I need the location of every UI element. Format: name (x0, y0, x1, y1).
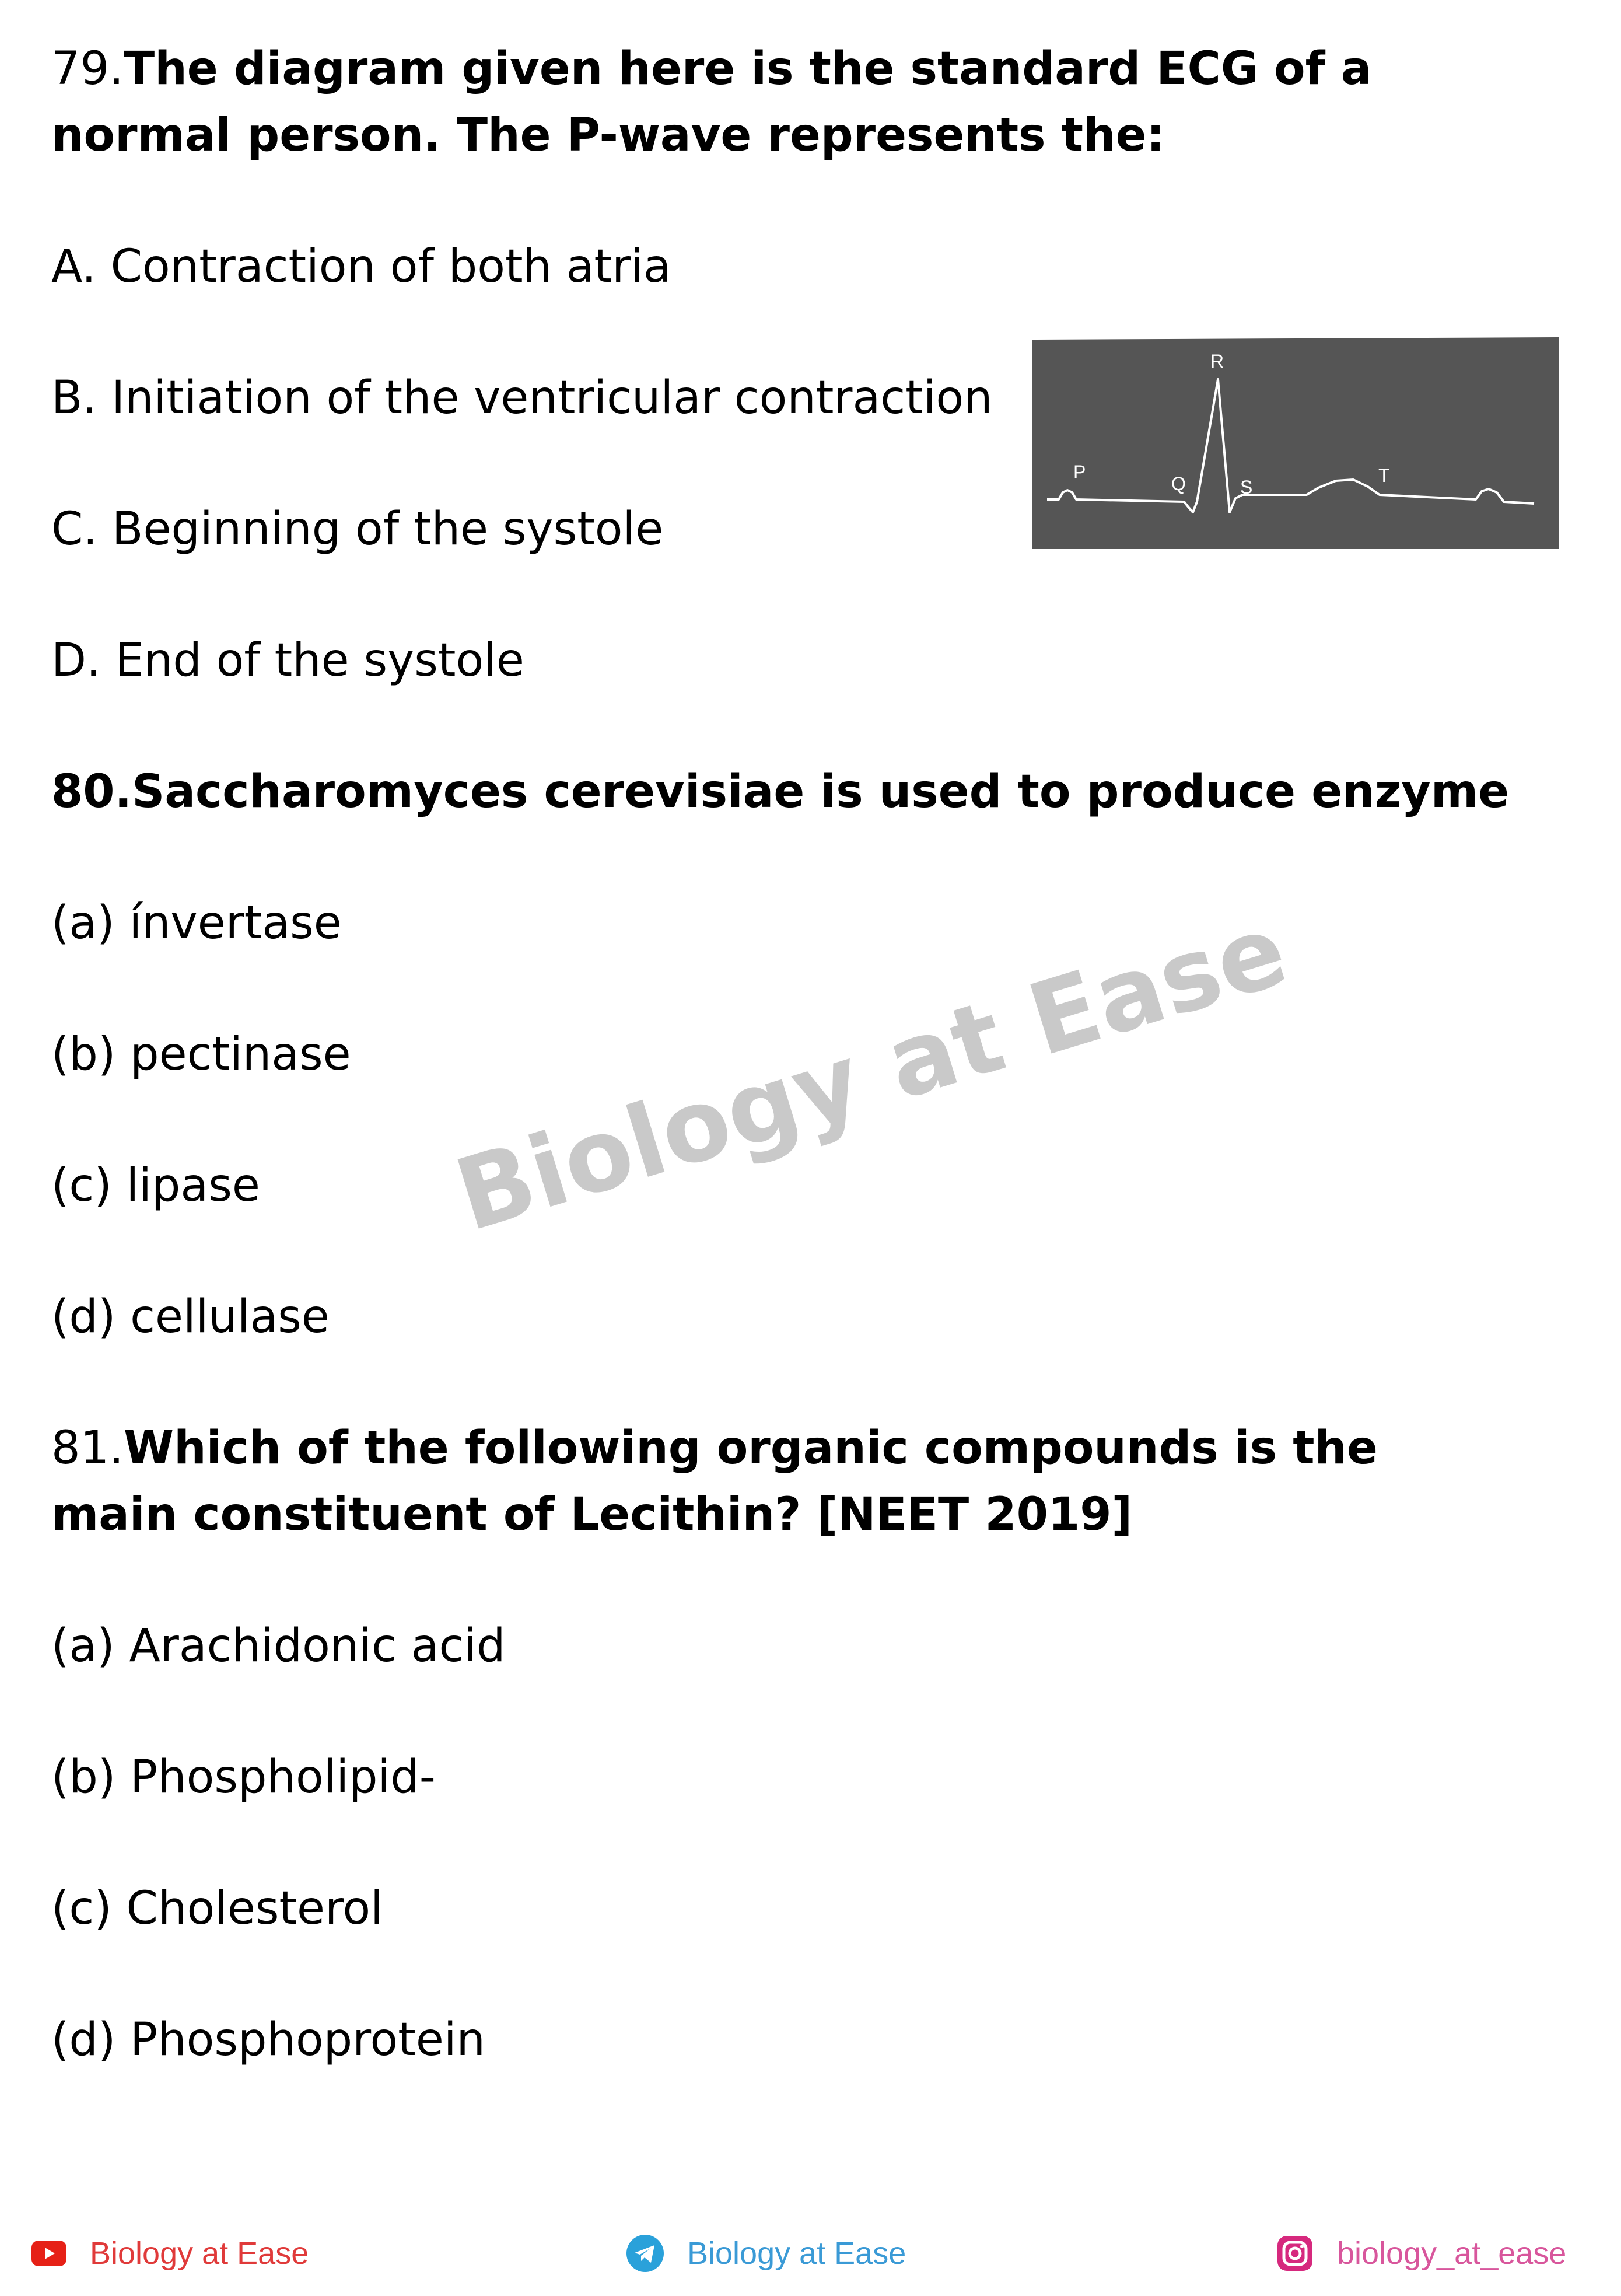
ecg-diagram (1032, 337, 1559, 549)
q80-option-d: (d) cellulase (51, 1291, 330, 1343)
q80-option-b: (b) pectinase (51, 1028, 351, 1081)
q80-option-a: (a) ínvertase (51, 897, 342, 949)
q81-number: 81. (51, 1422, 124, 1474)
telegram-icon (626, 2235, 664, 2272)
q79-question-line1 (51, 42, 1371, 97)
q80-option-c: (c) lipase (51, 1159, 260, 1212)
ecg-label-t: T (1378, 465, 1390, 486)
footer-telegram-link[interactable] (626, 2234, 906, 2273)
q79-option-d: D. End of the systole (51, 634, 524, 687)
q79-number: 79. (51, 43, 124, 95)
q79-text-line2: normal person. The P-wave represents the: (51, 109, 1165, 162)
footer-instagram-label: biology_at_ease (1337, 2236, 1567, 2271)
footer-telegram-label: Biology at Ease (687, 2236, 906, 2271)
q81-question-line1 (51, 1421, 1378, 1476)
q81-option-d: (d) Phosphoprotein (51, 2014, 485, 2066)
q81-text-line2: main constituent of Lecithin? [NEET 2019] (51, 1488, 1133, 1541)
q79-text-line1: The diagram given here is the standard ECG of a (124, 43, 1372, 95)
ecg-label-p: P (1073, 462, 1086, 483)
instagram-icon (1276, 2235, 1314, 2272)
ecg-label-q: Q (1171, 473, 1186, 494)
footer-instagram-link[interactable] (1276, 2234, 1566, 2273)
youtube-icon (31, 2241, 66, 2266)
q80-question: 80.Saccharomyces cerevisiae is used to produce enzyme (51, 766, 1510, 818)
ecg-label-s: S (1240, 477, 1253, 498)
q81-option-a: (a) Arachidonic acid (51, 1620, 506, 1672)
q79-option-a: A. Contraction of both atria (51, 240, 671, 293)
ecg-label-r: R (1210, 351, 1224, 372)
q79-option-b: B. Initiation of the ventricular contraction (51, 372, 993, 424)
q79-option-c: C. Beginning of the systole (51, 503, 664, 555)
watermark: Biology at Ease (443, 892, 1300, 1254)
q81-option-b: (b) Phospholipid- (51, 1751, 436, 1804)
q81-option-c: (c) Cholesterol (51, 1882, 383, 1935)
footer-youtube-label: Biology at Ease (90, 2236, 309, 2271)
q81-text-line1: Which of the following organic compounds is the (124, 1422, 1378, 1474)
footer-youtube-link[interactable] (31, 2234, 309, 2273)
